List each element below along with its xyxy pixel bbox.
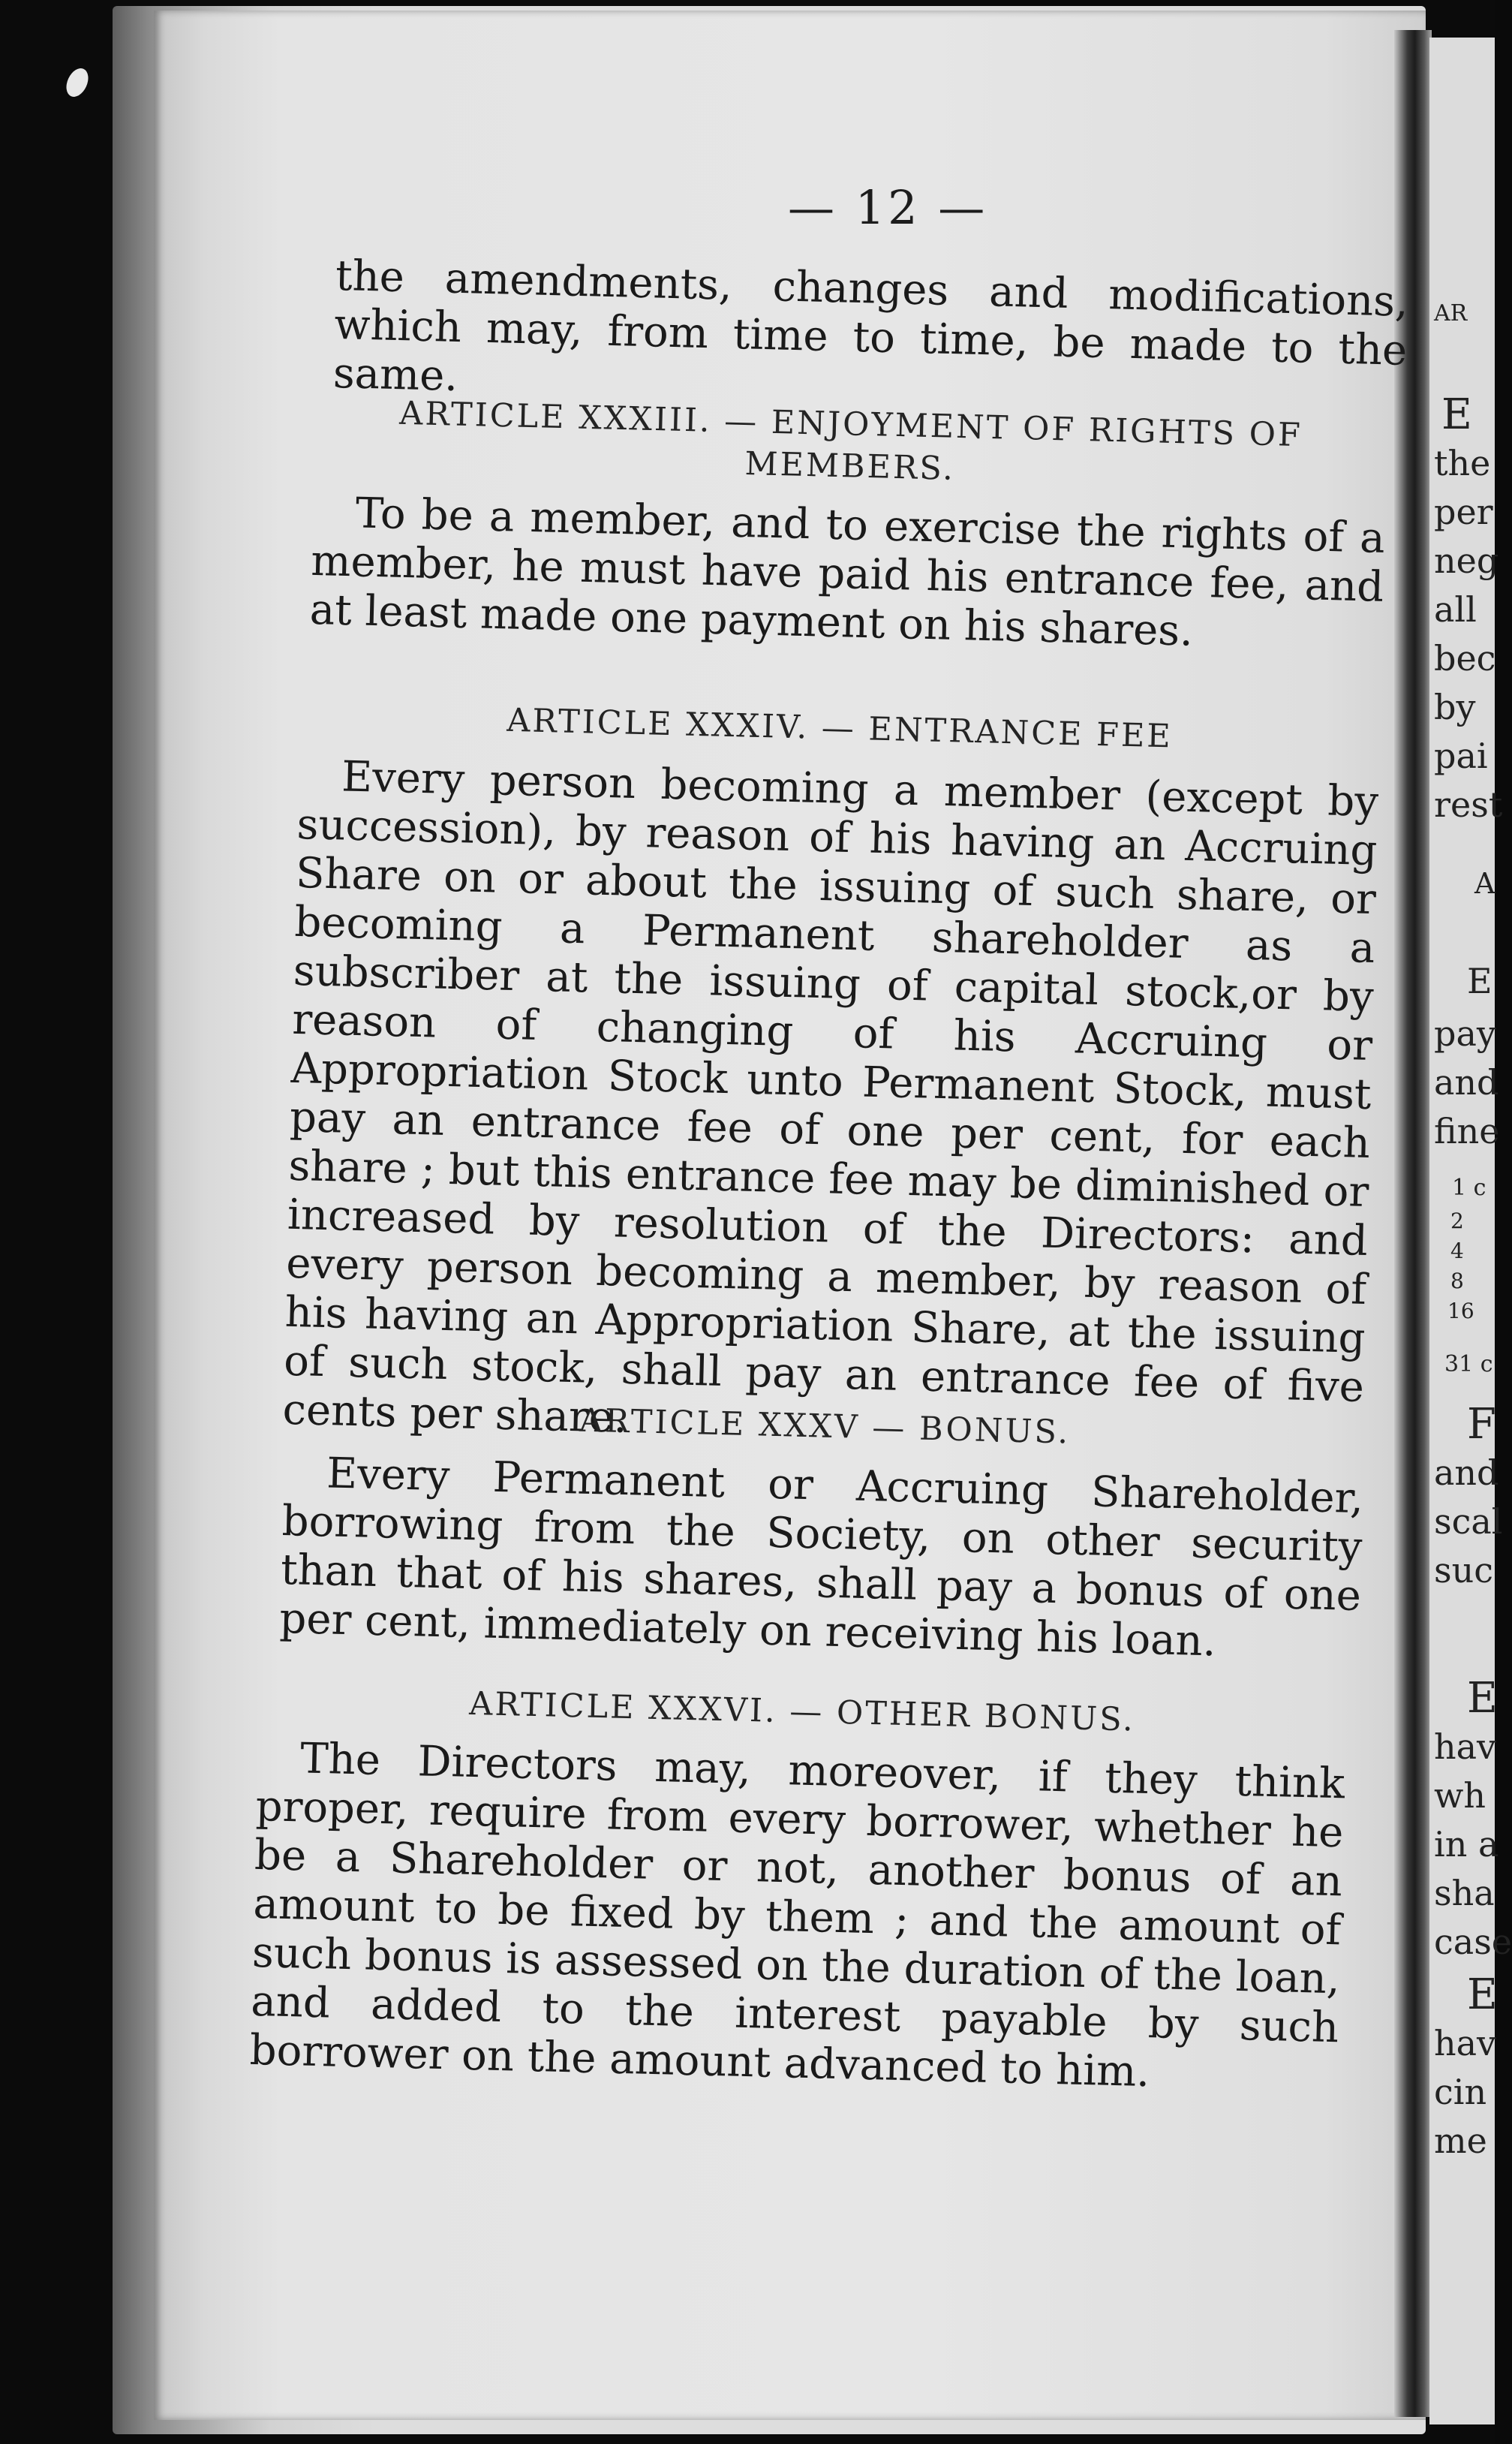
facing-page-text: bec [1434,638,1496,679]
paper-scuff [62,65,92,100]
facing-page-text: sha [1434,1873,1495,1913]
facing-page-text: 31 c [1444,1351,1493,1377]
facing-page-text: pai [1434,736,1488,776]
facing-page-text: F [1467,1400,1496,1449]
article-heading: ARTICLE XXXIII. — ENJOYMENT OF RIGHTS OF MEMBERS. [398,394,1303,488]
facing-page-text: hav [1434,1726,1497,1767]
facing-page-text: in a [1434,1824,1499,1865]
facing-page-text: by [1434,687,1476,727]
facing-page-text: rest [1434,784,1503,825]
facing-page-text: 16 [1447,1299,1474,1323]
facing-page-text: suc [1434,1550,1493,1591]
article-xxxvi [249,1678,1346,2101]
facing-page-text: 4 [1450,1239,1464,1263]
facing-page-text: hav [1434,2023,1497,2063]
facing-page-text: E [1467,961,1492,1001]
facing-page-fragment [1429,38,1512,2424]
article-paragraph: Every Permanent or Accruing Shareholder, borrowing from the Society, on other security than that of his shares, shall pay a bonus of one per cent, immediately on receiving his loan. [278,1449,1364,1666]
facing-page-text: per [1434,492,1493,532]
article-paragraph: Every person becoming a member (except by succession), by reason of his having an Accruing Share on or about the issuing of such share, or becoming a Permanent shareholder as a subscriber at the issuing of capital stock,or by reason of changing of his Accruing or Appropriation Stock unto Permanent Stock, must pay an entrance fee of one per cent, for each share ; but this entrance fee may be diminished or increased by resolution of the Directors: and every person becoming a member, by reason of his having an Appropriation Share, at the issuing of such stock, shall pay an entrance fee of five cents per share. [281,752,1379,1443]
facing-page-text: me [1434,2120,1487,2161]
facing-page-text: neg [1434,540,1499,581]
facing-page-text: wh [1434,1775,1486,1816]
facing-page-text: scal [1434,1501,1503,1542]
continuation-paragraph: the amendments, changes and modifications, which may, from time to time, be made to the same. [332,251,1409,402]
facing-page-text: and [1434,1452,1499,1493]
facing-page-text: 2 [1450,1208,1464,1233]
article-paragraph: To be a member, and to exercise the rights of a member, he must have paid his entrance fee, and at least made one payment on his shares. [309,489,1386,656]
facing-page-text: 1 c [1452,1175,1486,1201]
facing-page-text: cin [1434,2072,1487,2112]
article-xxxiv [282,694,1381,1461]
facing-page-text: E [1467,1970,1498,2019]
facing-page-text: E [1467,1674,1498,1723]
facing-page-text: all [1434,589,1477,630]
facing-page-text: 8 [1450,1269,1464,1293]
article-heading: ARTICLE XXXVI. — OTHER BONUS. [468,1684,1136,1739]
facing-page-text: case [1434,1922,1512,1962]
facing-page-text: AR [1434,300,1468,327]
facing-page-text: A [1474,867,1495,900]
article-paragraph: The Directors may, moreover, if they think proper, require from every borrower, whether he be a Shareholder or not, another bonus of an amount to be fixed by them ; and the amount of such bonus is assessed on the duration of the loan, and added to the interest payable by such borrower on the amount advanced to him. [249,1734,1345,2097]
article-heading: ARTICLE XXXV — BONUS. [579,1401,1071,1452]
facing-page-text: the [1434,443,1491,483]
article-xxxiii [309,390,1388,661]
facing-page-text: and [1434,1062,1499,1103]
facing-page-text: pay [1434,1013,1496,1054]
facing-page-text: E [1441,390,1472,439]
article-xxxv [279,1392,1366,1669]
facing-page-text: fine [1434,1111,1500,1151]
article-heading: ARTICLE XXXIV. — ENTRANCE FEE [506,701,1174,756]
page-number: — 12 — [788,180,988,235]
